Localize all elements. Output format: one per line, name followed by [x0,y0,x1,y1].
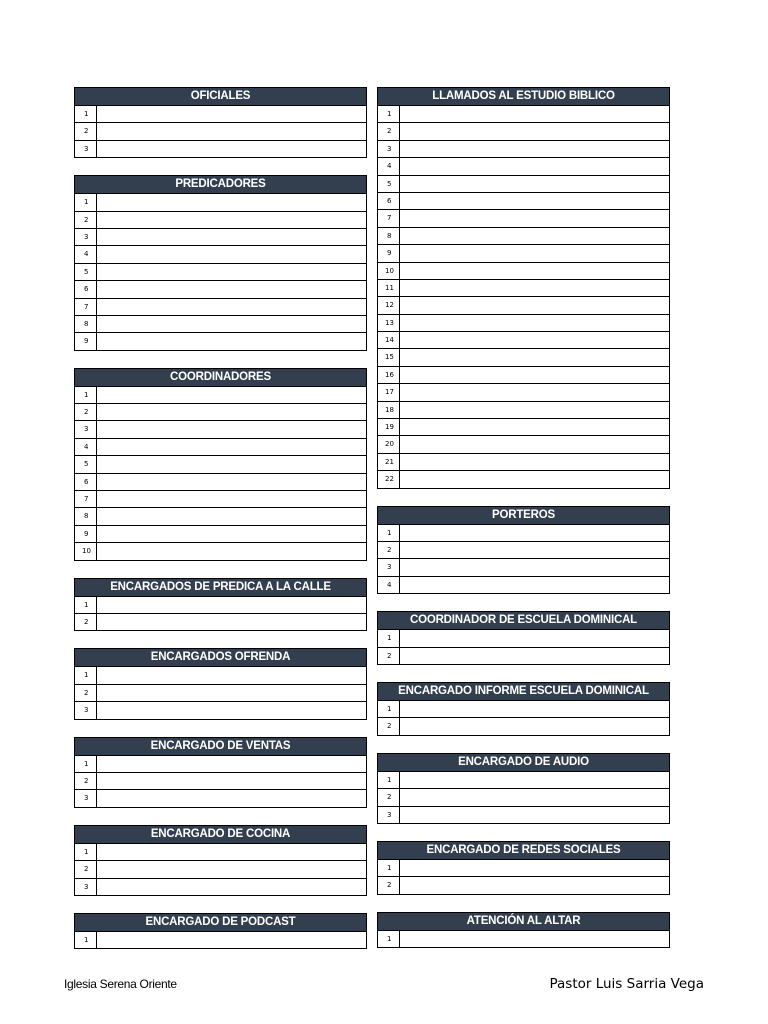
name-cell[interactable] [400,559,669,575]
table-informe-escuela [377,682,670,736]
table-row [75,931,366,948]
table-row [75,386,366,403]
row-number: 3 [378,807,400,823]
table-row [378,859,669,876]
table-row [378,279,669,296]
table-row [378,524,669,541]
table-row [75,438,366,455]
table-row [75,122,366,139]
table-coordinadores [74,368,367,561]
table-header-predicadores: PREDICADORES [75,176,366,193]
row-number: 2 [75,614,97,630]
row-number: 5 [75,456,97,472]
row-number: 2 [75,861,97,877]
table-header-coord-escuela: COORDINADOR DE ESCUELA DOMINICAL [378,612,669,629]
name-cell[interactable] [400,525,669,541]
table-row [75,420,366,437]
table-row [378,157,669,174]
table-coord-escuela [377,611,670,665]
table-row [378,576,669,593]
table-row [75,315,366,332]
row-number: 4 [75,439,97,455]
name-cell[interactable] [97,404,366,420]
row-number: 2 [75,212,97,228]
table-row [378,348,669,365]
name-cell[interactable] [400,280,669,296]
table-header-predica-calle: ENCARGADOS DE PREDICA A LA CALLE [75,579,366,596]
table-row [75,701,366,718]
row-number: 3 [75,702,97,718]
table-row [378,244,669,261]
row-number: 5 [75,264,97,280]
table-row [75,211,366,228]
table-header-coordinadores: COORDINADORES [75,369,366,386]
name-cell[interactable] [400,228,669,244]
row-number: 7 [75,491,97,507]
name-cell[interactable] [97,281,366,297]
name-cell[interactable] [97,491,366,507]
table-row [75,789,366,806]
table-row [75,245,366,262]
row-number: 1 [75,387,97,403]
table-row [75,263,366,280]
row-number: 3 [378,559,400,575]
row-number: 2 [378,789,400,805]
table-row [378,629,669,646]
row-number: 1 [378,931,400,947]
name-cell[interactable] [97,543,366,559]
row-number: 1 [378,525,400,541]
table-row [378,470,669,487]
name-cell[interactable] [97,667,366,683]
table-row [75,140,366,157]
name-cell[interactable] [97,526,366,542]
row-number: 2 [378,123,400,139]
table-header-audio: ENCARGADO DE AUDIO [378,754,669,771]
name-cell[interactable] [97,387,366,403]
table-row [378,453,669,470]
row-number: 4 [378,158,400,174]
row-number: 1 [75,106,97,122]
table-predicadores [74,175,367,351]
name-cell[interactable] [97,246,366,262]
table-row [378,366,669,383]
name-cell[interactable] [97,614,366,630]
row-number: 1 [378,860,400,876]
name-cell[interactable] [400,648,669,664]
table-row [378,140,669,157]
table-redes [377,841,670,895]
name-cell[interactable] [97,879,366,895]
name-cell[interactable] [400,332,669,348]
row-number: 16 [378,367,400,383]
table-header-porteros: PORTEROS [378,507,669,524]
table-row [75,755,366,772]
table-header-oficiales: OFICIALES [75,88,366,105]
table-row [75,228,366,245]
name-cell[interactable] [97,861,366,877]
table-cocina [74,825,367,896]
name-cell[interactable] [400,931,669,947]
table-row [378,771,669,788]
table-row [75,878,366,895]
row-number: 8 [75,316,97,332]
table-header-redes: ENCARGADO DE REDES SOCIALES [378,842,669,859]
row-number: 3 [378,141,400,157]
name-cell[interactable] [400,542,669,558]
table-row [75,298,366,315]
name-cell[interactable] [97,229,366,245]
table-header-altar: ATENCIÓN AL ALTAR [378,913,669,930]
pastor-name: Pastor Luis Sarria Vega [549,976,704,992]
row-number: 6 [75,474,97,490]
row-number: 4 [75,246,97,262]
name-cell[interactable] [97,474,366,490]
row-number: 5 [378,176,400,192]
table-row [378,418,669,435]
table-row [75,403,366,420]
name-cell[interactable] [400,471,669,487]
name-cell[interactable] [97,106,366,122]
table-row [378,122,669,139]
name-cell[interactable] [400,877,669,893]
row-number: 19 [378,419,400,435]
table-row [378,558,669,575]
row-number: 1 [378,701,400,717]
row-number: 7 [75,299,97,315]
table-altar [377,912,670,948]
table-row [378,717,669,734]
table-row [75,490,366,507]
row-number: 17 [378,384,400,400]
name-cell[interactable] [97,212,366,228]
name-cell[interactable] [400,158,669,174]
church-name: Iglesia Serena Oriente [64,977,177,991]
table-audio [377,753,670,824]
row-number: 1 [378,106,400,122]
name-cell[interactable] [400,402,669,418]
table-header-podcast: ENCARGADO DE PODCAST [75,914,366,931]
table-row [378,788,669,805]
row-number: 1 [378,772,400,788]
table-row [75,525,366,542]
table-ventas [74,737,367,808]
table-row [378,105,669,122]
table-oficiales [74,87,367,158]
row-number: 20 [378,436,400,452]
table-row [378,383,669,400]
name-cell[interactable] [97,790,366,806]
name-cell[interactable] [400,718,669,734]
table-header-ventas: ENCARGADO DE VENTAS [75,738,366,755]
name-cell[interactable] [97,756,366,772]
table-row [75,772,366,789]
row-number: 4 [378,577,400,593]
name-cell[interactable] [400,315,669,331]
row-number: 6 [378,193,400,209]
table-row [75,613,366,630]
row-number: 3 [75,421,97,437]
name-cell[interactable] [400,701,669,717]
table-row [75,507,366,524]
row-number: 3 [75,141,97,157]
table-row [75,860,366,877]
name-cell[interactable] [400,577,669,593]
row-number: 2 [378,877,400,893]
name-cell[interactable] [97,932,366,948]
name-cell[interactable] [97,456,366,472]
row-number: 15 [378,349,400,365]
name-cell[interactable] [400,772,669,788]
name-cell[interactable] [97,421,366,437]
row-number: 6 [75,281,97,297]
row-number: 9 [75,333,97,349]
row-number: 1 [75,756,97,772]
name-cell[interactable] [97,123,366,139]
name-cell[interactable] [400,367,669,383]
name-cell[interactable] [400,419,669,435]
name-cell[interactable] [97,597,366,613]
name-cell[interactable] [97,685,366,701]
name-cell[interactable] [97,194,366,210]
name-cell[interactable] [97,316,366,332]
name-cell[interactable] [97,773,366,789]
row-number: 1 [378,630,400,646]
row-number: 2 [378,718,400,734]
name-cell[interactable] [400,630,669,646]
row-number: 2 [75,773,97,789]
right-column [377,87,670,948]
name-cell[interactable] [400,141,669,157]
table-row [378,314,669,331]
name-cell[interactable] [97,439,366,455]
row-number: 22 [378,471,400,487]
table-row [378,262,669,279]
name-cell[interactable] [400,193,669,209]
table-row [75,105,366,122]
name-cell[interactable] [400,176,669,192]
row-number: 8 [378,228,400,244]
table-estudio-biblico [377,87,670,489]
table-row [75,843,366,860]
name-cell[interactable] [400,210,669,226]
name-cell[interactable] [97,702,366,718]
table-header-informe-escuela: ENCARGADO INFORME ESCUELA DOMINICAL [378,683,669,700]
row-number: 2 [378,542,400,558]
name-cell[interactable] [97,508,366,524]
name-cell[interactable] [97,844,366,860]
row-number: 12 [378,297,400,313]
row-number: 1 [75,194,97,210]
row-number: 1 [75,844,97,860]
table-row [378,175,669,192]
name-cell[interactable] [400,436,669,452]
row-number: 9 [75,526,97,542]
name-cell[interactable] [97,299,366,315]
name-cell[interactable] [400,454,669,470]
row-number: 1 [75,667,97,683]
row-number: 9 [378,245,400,261]
table-row [75,473,366,490]
name-cell[interactable] [400,860,669,876]
name-cell[interactable] [400,297,669,313]
table-row [75,542,366,559]
table-row [378,227,669,244]
table-row [378,806,669,823]
row-number: 2 [378,648,400,664]
name-cell[interactable] [400,263,669,279]
name-cell[interactable] [400,789,669,805]
row-number: 11 [378,280,400,296]
name-cell[interactable] [400,106,669,122]
table-header-cocina: ENCARGADO DE COCINA [75,826,366,843]
table-ofrenda [74,648,367,719]
row-number: 13 [378,315,400,331]
table-predica-calle [74,578,367,632]
row-number: 10 [75,543,97,559]
name-cell[interactable] [400,349,669,365]
table-row [75,332,366,349]
table-row [378,401,669,418]
row-number: 2 [75,685,97,701]
table-row [378,930,669,947]
table-row [378,209,669,226]
name-cell[interactable] [97,264,366,280]
table-row [75,666,366,683]
table-row [75,596,366,613]
left-column [74,87,367,949]
row-number: 1 [75,932,97,948]
row-number: 2 [75,404,97,420]
table-row [378,296,669,313]
row-number: 21 [378,454,400,470]
table-podcast [74,913,367,949]
table-row [378,331,669,348]
row-number: 1 [75,597,97,613]
table-row [378,541,669,558]
name-cell[interactable] [400,807,669,823]
table-row [378,700,669,717]
table-row [378,876,669,893]
row-number: 8 [75,508,97,524]
name-cell[interactable] [400,123,669,139]
row-number: 14 [378,332,400,348]
row-number: 3 [75,229,97,245]
table-row [75,455,366,472]
row-number: 10 [378,263,400,279]
table-row [378,192,669,209]
name-cell[interactable] [400,384,669,400]
row-number: 2 [75,123,97,139]
table-row [75,684,366,701]
table-row [378,435,669,452]
table-porteros [377,506,670,595]
row-number: 18 [378,402,400,418]
table-header-ofrenda: ENCARGADOS OFRENDA [75,649,366,666]
table-row [75,193,366,210]
table-row [75,280,366,297]
row-number: 7 [378,210,400,226]
row-number: 3 [75,790,97,806]
name-cell[interactable] [400,245,669,261]
name-cell[interactable] [97,141,366,157]
table-header-estudio-biblico: LLAMADOS AL ESTUDIO BIBLICO [378,88,669,105]
name-cell[interactable] [97,333,366,349]
row-number: 3 [75,879,97,895]
table-row [378,647,669,664]
